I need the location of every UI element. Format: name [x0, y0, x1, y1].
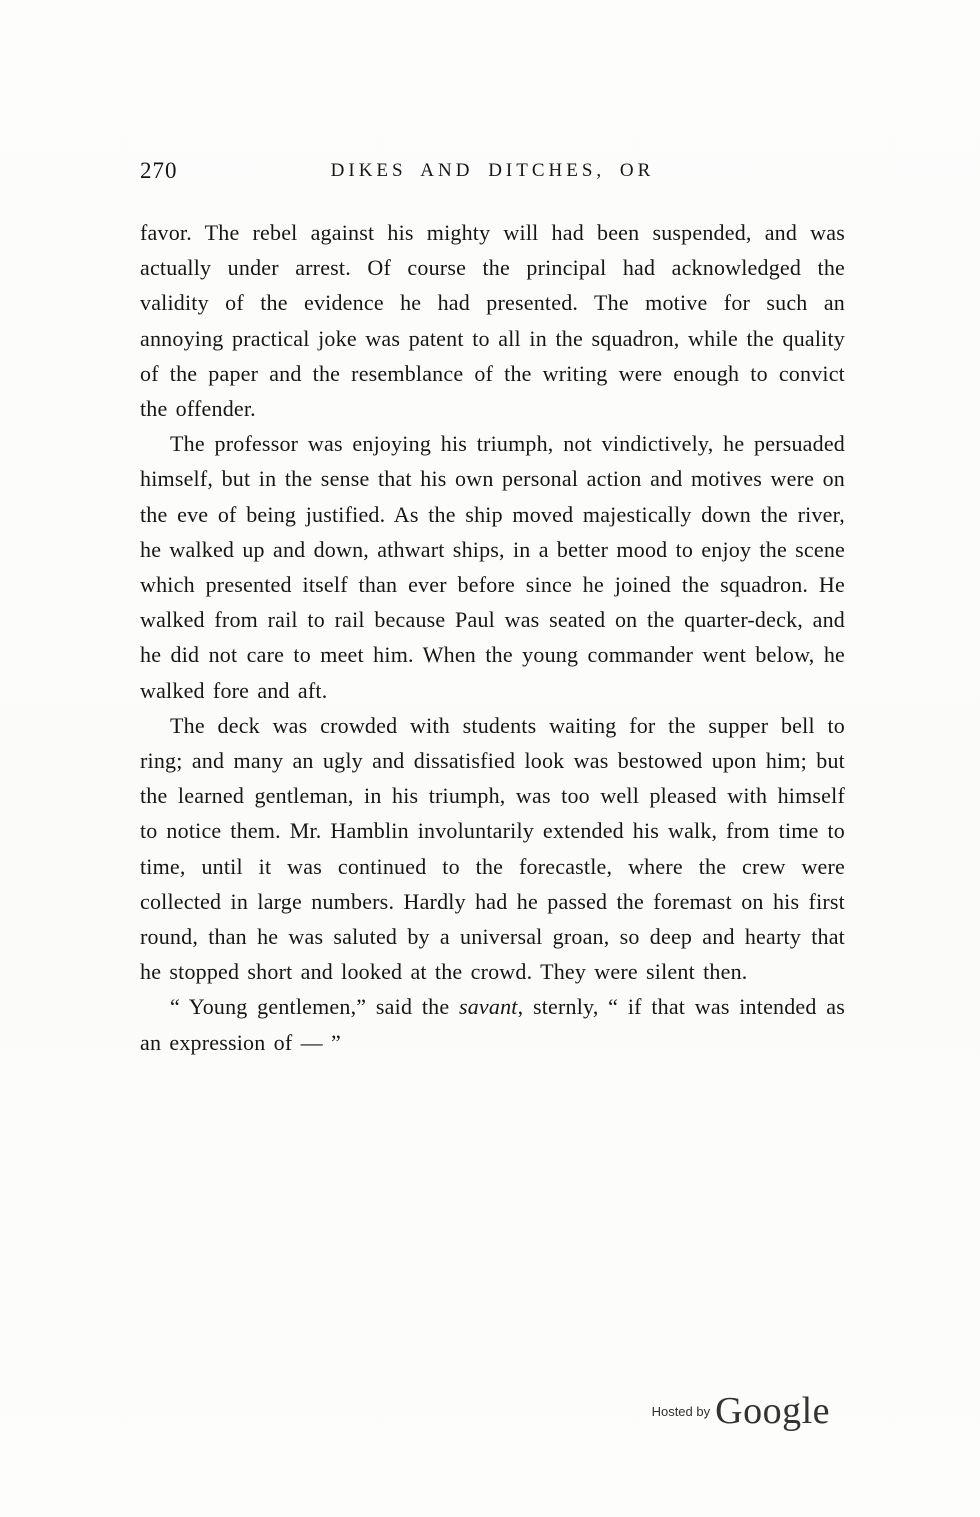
google-watermark	[652, 1392, 830, 1430]
paragraph-4-text-tail: , sternly, “ if that was intended as an expression of — ”	[140, 994, 845, 1055]
paragraph-4	[140, 989, 845, 1059]
page-number: 270	[140, 158, 178, 183]
page-body	[140, 215, 845, 1060]
italic-word-savant: savant	[458, 994, 518, 1020]
page-header	[140, 158, 845, 188]
running-header: DIKES AND DITCHES, OR	[330, 160, 655, 181]
paragraph-4-text-lead: “ Young gentlemen,” said the	[170, 994, 459, 1020]
paragraph-3: The deck was crowded with students waiting for the supper bell to ring; and many an ugly and dissatisfied look was bestowed upon him; but the learned gentleman, in his triumph, was too well pleased with himself to notice them. Mr. Hamblin involuntarily extended his walk, from time to time, until it was continued to the forecastle, where the crew were collected in large numbers. Hardly had he passed the foremast on his first round, than he was saluted by a universal groan, so deep and hearty that he stopped short and looked at the crowd. They were silent then.	[140, 712, 845, 985]
paragraph-1: favor. The rebel against his mighty will had been suspended, and was actually under arrest. Of course the principal had acknowledged the validity of the evidence he had presented. The motive for such an annoying practical joke was patent to all in the squadron, while the quality of the paper and the resemblance of the writing were enough to convict the offender.	[140, 220, 845, 422]
paragraph-2: The professor was enjoying his triumph, not vindictively, he persuaded himself, but in the sense that his own personal action and motives were on the eve of being justified. As the ship moved majestically down the river, he walked up and down, athwart ships, in a better mood to enjoy the scene which presented itself than ever before since he joined the squadron. He walked from rail to rail because Paul was seated on the quarter-deck, and he did not care to meet him. When the young commander went below, he walked fore and aft.	[140, 431, 845, 703]
google-logo: Google	[715, 1390, 830, 1432]
hosted-by-label: Hosted by	[651, 1403, 711, 1419]
